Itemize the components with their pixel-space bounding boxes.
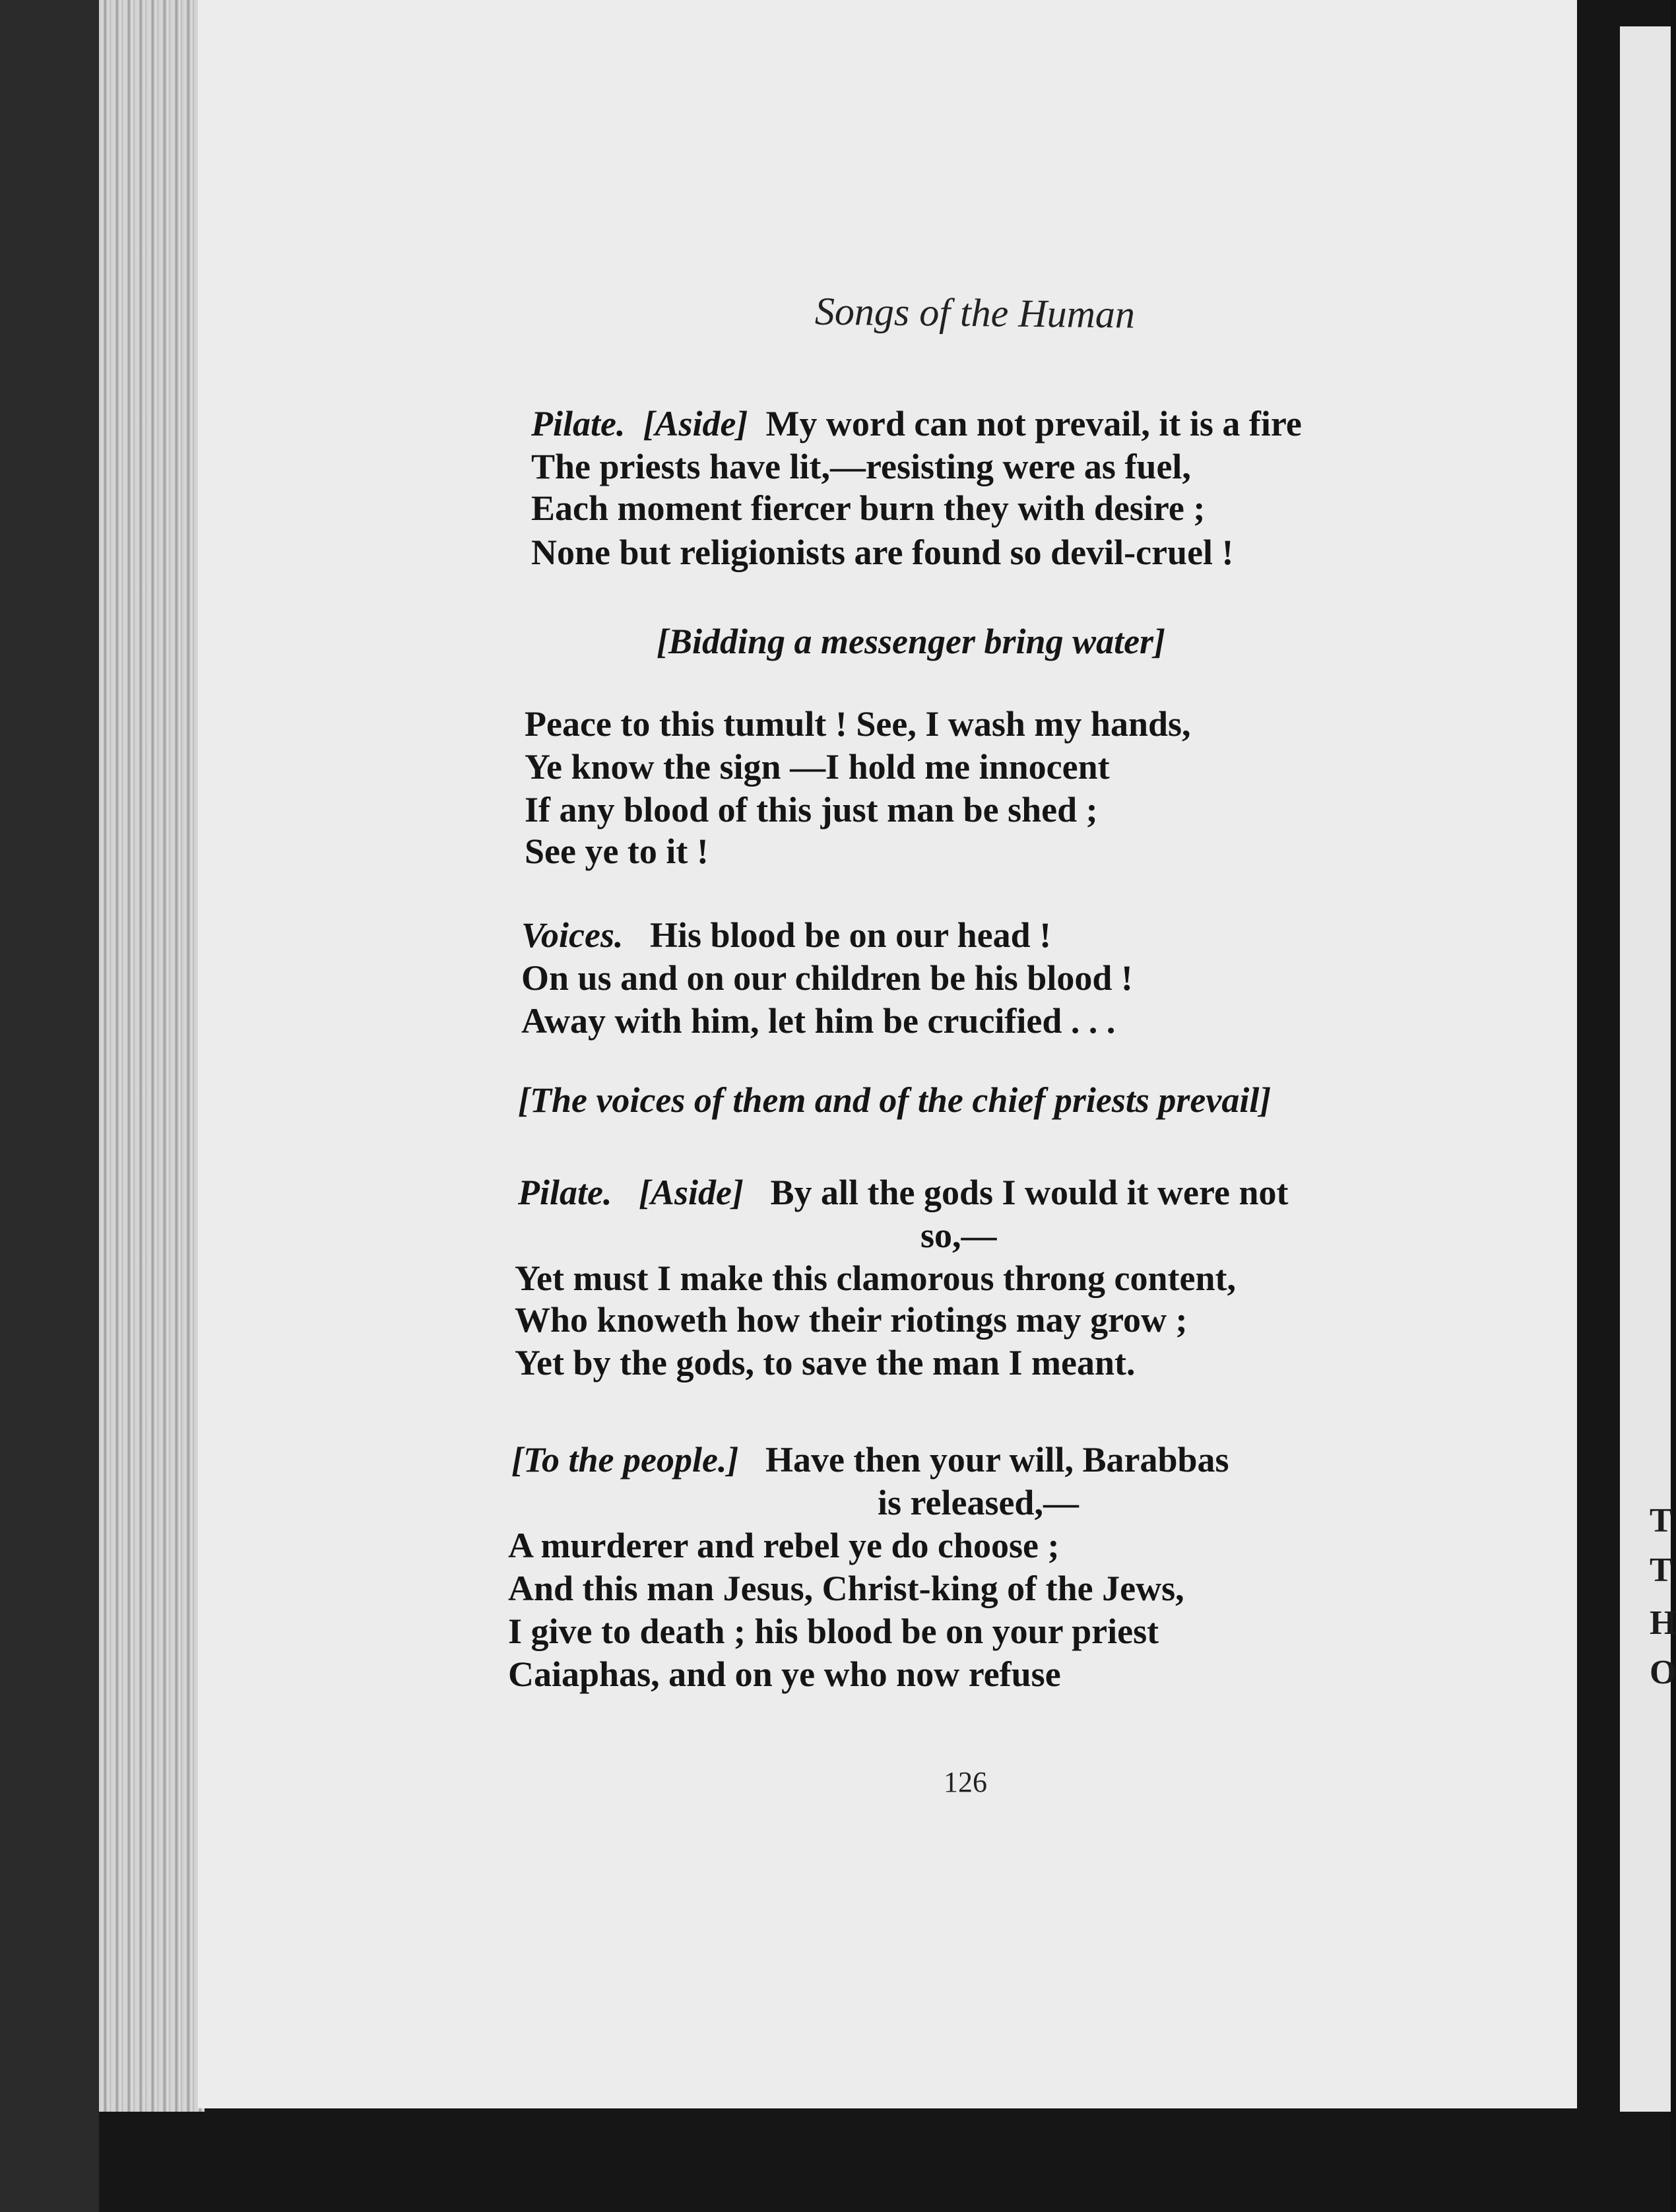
page-edges xyxy=(99,0,205,2112)
verse-line: Yet by the gods, to save the man I meant. xyxy=(515,1343,1136,1382)
verse-line: Each moment fiercer burn they with desire ; xyxy=(531,488,1206,528)
verse-line xyxy=(511,1439,1229,1481)
speaker-name: Pilate. xyxy=(518,1173,612,1212)
verse-line: Who knoweth how their riotings may grow ; xyxy=(515,1300,1188,1340)
verse-line: On us and on our children be his blood ! xyxy=(521,958,1133,998)
stage-direction: [Bidding a messenger bring water] xyxy=(657,622,1166,661)
speaker-name: Pilate. xyxy=(531,404,626,443)
verse-line xyxy=(531,403,1302,445)
verse-text: My word can not prevail, it is a fire xyxy=(765,404,1302,443)
verse-line: If any blood of this just man be shed ; xyxy=(525,790,1098,830)
verse-line: A murderer and rebel ye do choose ; xyxy=(508,1526,1060,1565)
running-head: Songs of the Human xyxy=(814,289,1136,337)
verse-line: is released,— xyxy=(878,1483,1079,1522)
verse-line xyxy=(518,1171,1289,1214)
verse-line: And this man Jesus, Christ-king of the Jews, xyxy=(508,1569,1184,1608)
book-spine-shadow xyxy=(0,0,99,2212)
facing-page-letter: H xyxy=(1650,1604,1676,1642)
page-number: 126 xyxy=(944,1766,987,1798)
verse-line: Yet must I make this clamorous throng content, xyxy=(515,1258,1236,1298)
verse-line: The priests have lit,—resisting were as fuel, xyxy=(531,447,1191,486)
facing-page-sliver xyxy=(1620,26,1671,2112)
verse-line xyxy=(521,914,1051,956)
facing-page-letter: O xyxy=(1650,1654,1676,1691)
verse-line: See ye to it ! xyxy=(525,831,709,871)
facing-page-letter: T xyxy=(1650,1551,1673,1589)
verse-line: Ye know the sign —I hold me innocent xyxy=(525,747,1110,787)
verse-line: Away with him, let him be crucified . . . xyxy=(521,1001,1116,1041)
verse-text: His blood be on our head ! xyxy=(650,915,1052,955)
stage-aside: [Aside] xyxy=(638,1173,744,1212)
verse-line: I give to death ; his blood be on your priest xyxy=(508,1611,1159,1651)
verse-text: Have then your will, Barabbas xyxy=(765,1440,1229,1480)
verse-text: By all the gods I would it were not xyxy=(770,1173,1289,1212)
stage-aside: [Aside] xyxy=(643,404,748,443)
stage-direction: [The voices of them and of the chief priests prevail] xyxy=(518,1080,1272,1120)
stage-aside: [To the people.] xyxy=(511,1440,739,1480)
verse-line: so,— xyxy=(920,1216,997,1255)
speaker-name: Voices. xyxy=(521,915,624,955)
verse-line: None but religionists are found so devil-cruel ! xyxy=(531,533,1234,572)
verse-line: Caiaphas, and on ye who now refuse xyxy=(508,1654,1061,1694)
facing-page-letter: T xyxy=(1650,1502,1673,1540)
verse-line: Peace to this tumult ! See, I wash my hands, xyxy=(525,704,1191,744)
